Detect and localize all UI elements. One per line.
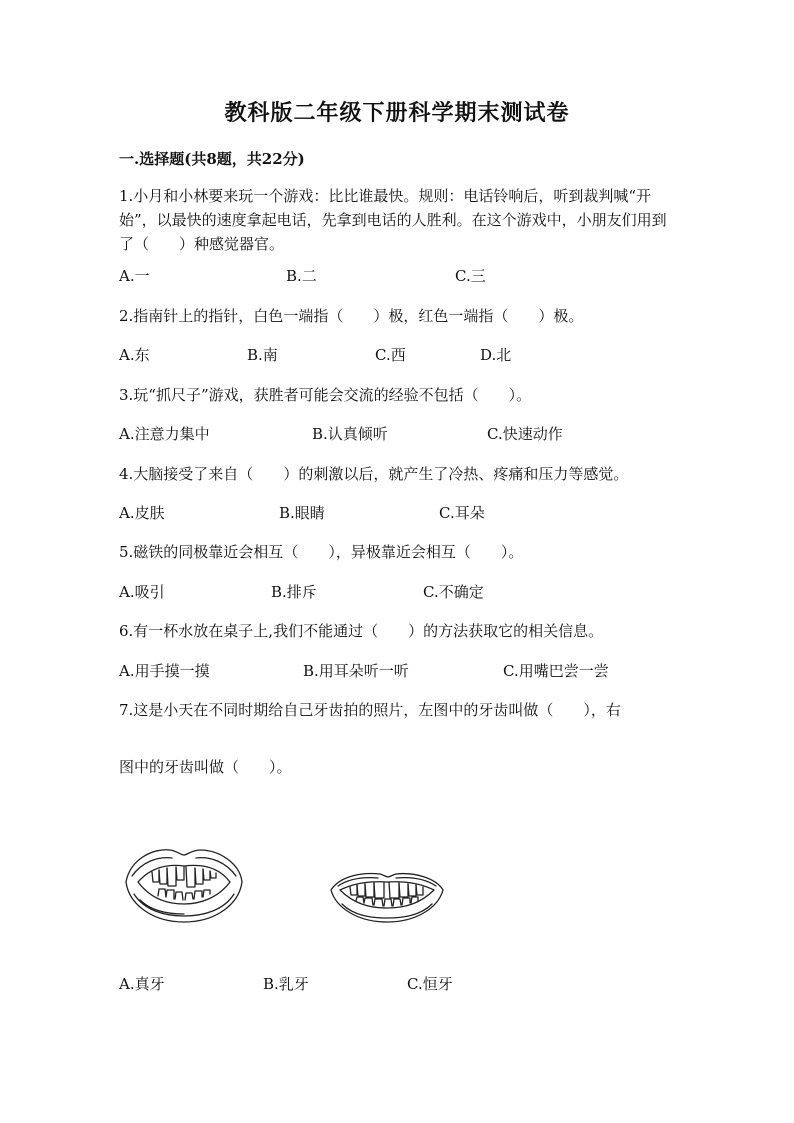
option-a[interactable]: A.真牙 bbox=[119, 975, 165, 993]
option-c[interactable]: C.恒牙 bbox=[407, 975, 453, 993]
question-4: 4.大脑接受了来自（ ）的刺激以后，就产生了冷热、疼痛和压力等感觉。 bbox=[119, 465, 629, 483]
option-c[interactable]: C.用嘴巴尝一尝 bbox=[503, 662, 609, 680]
page-title: 教科版二年级下册科学期末测试卷 bbox=[224, 100, 570, 126]
option-c[interactable]: C.耳朵 bbox=[439, 504, 485, 522]
options-7 bbox=[119, 972, 679, 996]
option-b[interactable]: B.用耳朵听一听 bbox=[303, 662, 409, 680]
options-4 bbox=[119, 501, 679, 525]
options-2 bbox=[119, 343, 679, 367]
option-a[interactable]: A.东 bbox=[119, 346, 150, 364]
option-b[interactable]: B.认真倾听 bbox=[312, 425, 388, 443]
option-a[interactable]: A.注意力集中 bbox=[119, 425, 210, 443]
options-5 bbox=[119, 580, 679, 604]
option-c[interactable]: C.不确定 bbox=[423, 583, 484, 601]
options-6 bbox=[119, 659, 679, 683]
option-a[interactable]: A.吸引 bbox=[119, 583, 165, 601]
option-a[interactable]: A.用手摸一摸 bbox=[119, 662, 210, 680]
option-a[interactable]: A.一 bbox=[119, 267, 150, 285]
permanent-teeth-mouth-image bbox=[328, 868, 446, 926]
question-7-line-2: 图中的牙齿叫做（ ）。 bbox=[119, 758, 292, 776]
options-1 bbox=[119, 264, 679, 288]
option-c[interactable]: C.三 bbox=[455, 267, 486, 285]
option-b[interactable]: B.排斥 bbox=[271, 583, 317, 601]
question-7-line-1: 7.这是小天在不同时期给自己牙齿拍的照片，左图中的牙齿叫做（ ），右 bbox=[119, 701, 621, 719]
section-heading: 一.选择题(共8题，共22分) bbox=[119, 150, 305, 168]
option-c[interactable]: C.西 bbox=[375, 346, 406, 364]
question-3: 3.玩“抓尺子”游戏，获胜者可能会交流的经验不包括（ ）。 bbox=[119, 386, 532, 404]
option-b[interactable]: B.乳牙 bbox=[263, 975, 309, 993]
option-b[interactable]: B.二 bbox=[286, 267, 317, 285]
options-3 bbox=[119, 422, 679, 446]
question-6: 6.有一杯水放在桌子上,我们不能通过（ ）的方法获取它的相关信息。 bbox=[119, 622, 604, 640]
option-b[interactable]: B.眼睛 bbox=[279, 504, 325, 522]
question-5: 5.磁铁的同极靠近会相互（ ），异极靠近会相互（ ）。 bbox=[119, 543, 524, 561]
option-b[interactable]: B.南 bbox=[247, 346, 278, 364]
mixed-teeth-mouth-image bbox=[122, 842, 246, 928]
option-c[interactable]: C.快速动作 bbox=[487, 425, 563, 443]
option-d[interactable]: D.北 bbox=[480, 346, 512, 364]
question-1: 1.小月和小林要来玩一个游戏：比比谁最快。规则：电话铃响后，听到裁判喊“开始”，以最快的速度拿起电话，先拿到电话的人胜利。在这个游戏中，小朋友们用到了（ ）种感觉器官。 bbox=[119, 187, 667, 253]
option-a[interactable]: A.皮肤 bbox=[119, 504, 165, 522]
question-2: 2.指南针上的指针，白色一端指（ ）极，红色一端指（ ）极。 bbox=[119, 307, 584, 325]
